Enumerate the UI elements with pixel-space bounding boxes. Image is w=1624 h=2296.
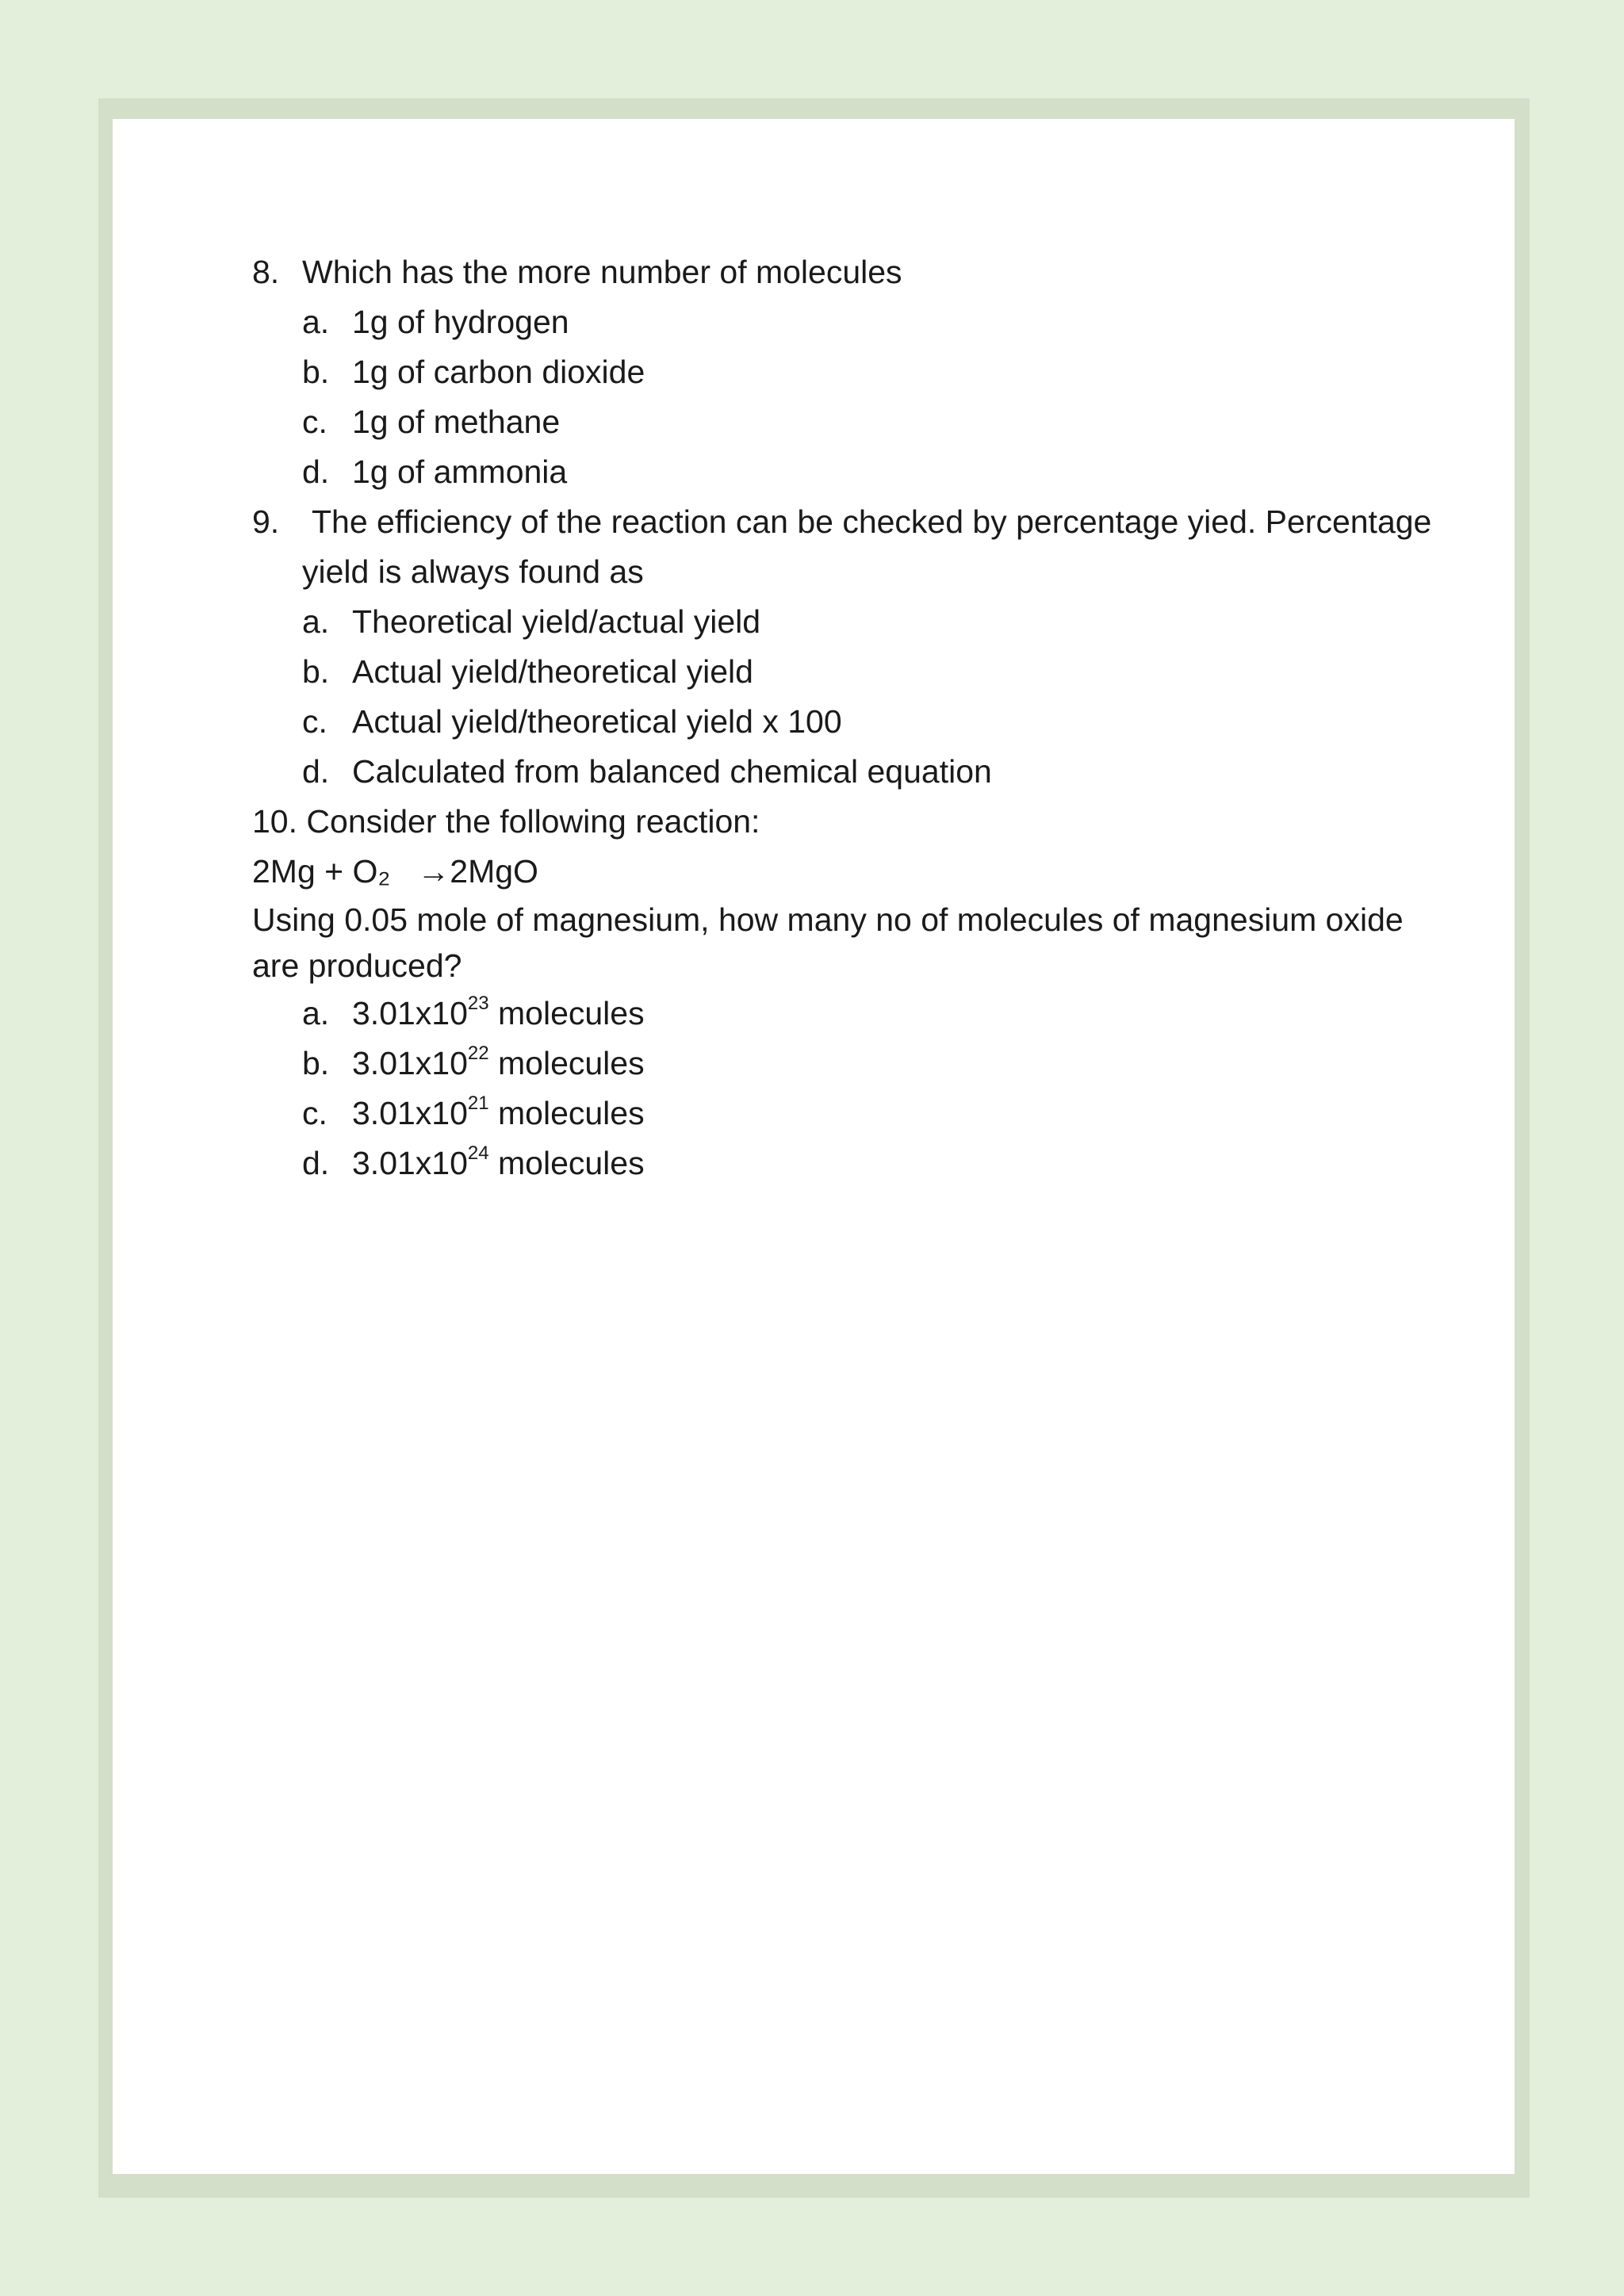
option-text: Calculated from balanced chemical equation	[352, 753, 992, 790]
option-letter: b.	[302, 653, 330, 690]
question-10	[252, 797, 1457, 847]
option-text: 1g of carbon dioxide	[352, 354, 645, 390]
option-8a	[252, 297, 1457, 347]
option-letter: c.	[302, 404, 327, 440]
question-9-continued	[252, 547, 1457, 597]
option-8d	[252, 447, 1457, 497]
equation-products: 2MgO	[450, 853, 538, 890]
option-text: Theoretical yield/actual yield	[352, 603, 761, 640]
option-10b	[252, 1039, 1457, 1089]
option-unit: molecules	[488, 995, 645, 1031]
option-unit: molecules	[488, 1095, 645, 1131]
option-8c	[252, 397, 1457, 447]
option-exponent: 23	[467, 993, 489, 1015]
question-8	[252, 247, 1457, 297]
option-exponent: 24	[467, 1142, 489, 1165]
option-10d	[252, 1138, 1457, 1188]
question-number: 8.	[252, 254, 280, 290]
option-letter: a.	[302, 995, 330, 1031]
question-text-line-1: The efficiency of the reaction can be checked by percentage yied. Percentage	[312, 503, 1432, 540]
option-exponent: 22	[467, 1043, 489, 1065]
question-text: Consider the following reaction:	[306, 803, 760, 840]
option-10a	[252, 989, 1457, 1039]
question-9	[252, 497, 1457, 547]
option-text: Actual yield/theoretical yield x 100	[352, 703, 842, 740]
option-letter: d.	[302, 1145, 330, 1181]
option-10c	[252, 1089, 1457, 1138]
option-unit: molecules	[488, 1145, 645, 1181]
option-letter: a.	[302, 304, 330, 340]
option-9b	[252, 647, 1457, 697]
option-letter: c.	[302, 703, 327, 740]
option-text: Actual yield/theoretical yield	[352, 653, 753, 690]
option-base: 3.01x10	[352, 1145, 468, 1181]
option-9c	[252, 697, 1457, 747]
arrow-icon: →	[417, 853, 450, 890]
option-8b	[252, 347, 1457, 397]
option-letter: c.	[302, 1095, 327, 1131]
option-text: 1g of ammonia	[352, 453, 568, 490]
option-9a	[252, 597, 1457, 647]
option-exponent: 21	[467, 1093, 489, 1115]
option-letter: b.	[302, 1045, 330, 1081]
question-10-body: Using 0.05 mole of magnesium, how many no of molecules of magnesium oxide are produced?	[252, 901, 1404, 984]
option-text: 1g of hydrogen	[352, 304, 569, 340]
chemical-equation	[252, 847, 1457, 897]
option-base: 3.01x10	[352, 1095, 468, 1131]
question-text-line-2: yield is always found as	[302, 553, 644, 590]
option-base: 3.01x10	[352, 995, 468, 1031]
option-text: 1g of methane	[352, 404, 561, 440]
question-number: 10.	[252, 803, 297, 840]
option-9d	[252, 747, 1457, 797]
equation-reactants: 2Mg + O₂	[252, 853, 391, 890]
option-letter: b.	[302, 354, 330, 390]
question-list	[252, 247, 1457, 1188]
option-letter: d.	[302, 753, 330, 790]
option-letter: d.	[302, 453, 330, 490]
option-unit: molecules	[488, 1045, 645, 1081]
option-base: 3.01x10	[352, 1045, 468, 1081]
question-number: 9.	[252, 503, 280, 540]
option-letter: a.	[302, 603, 330, 640]
question-text: Which has the more number of molecules	[302, 254, 902, 290]
